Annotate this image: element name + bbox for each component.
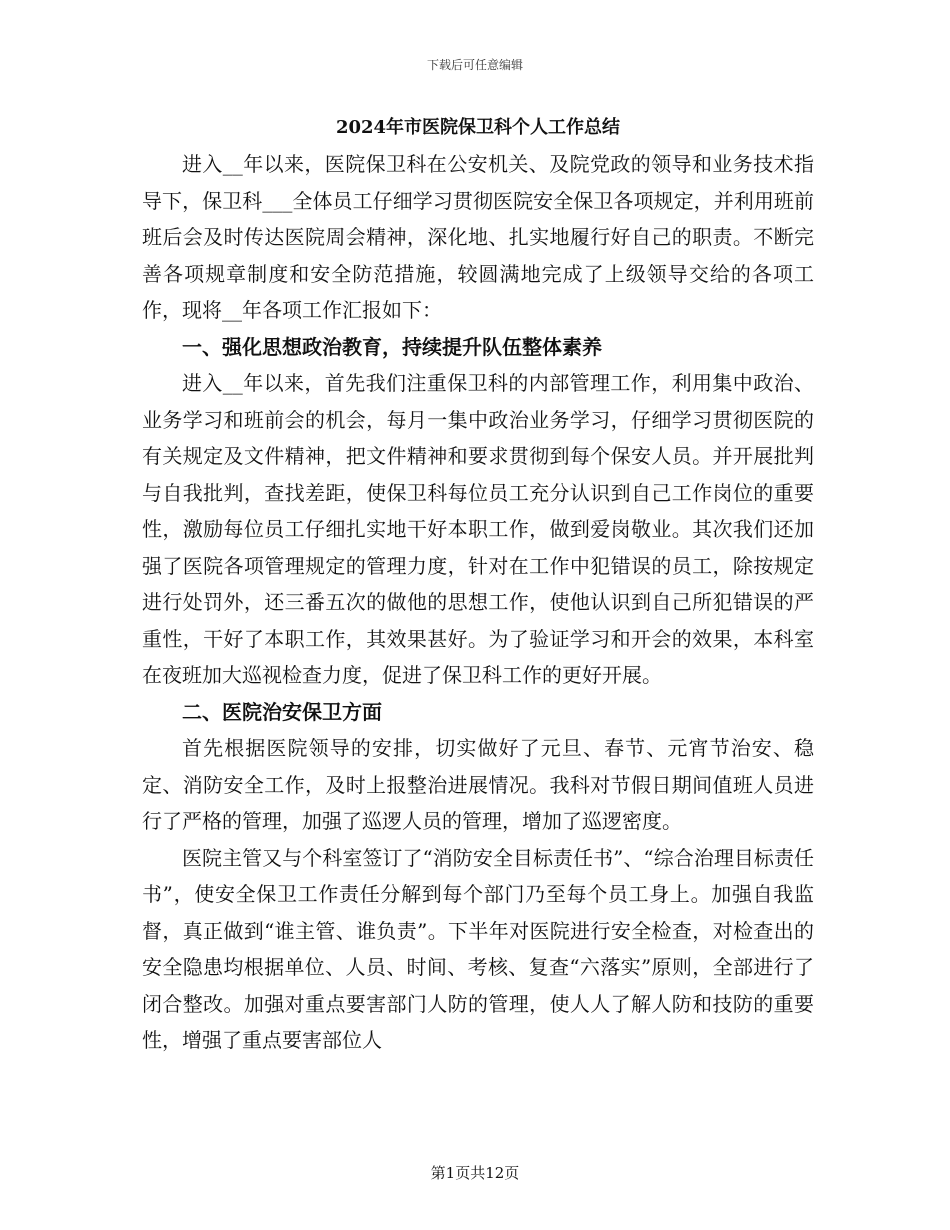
section-2-paragraph-2: 医院主管又与个科室签订了“消防安全目标责任书”、“综合治理目标责任书”，使安全保卫工作责任分解到每个部门乃至每个员工身上。加强自我监督，真正做到“谁主管、谁负责”。下半年对医院进行安全检查，对检查出的安全隐患均根据单位、人员、时间、考核、复查“六落实”原则，全部进行了闭合整改。加强对重点要害部门人防的管理，使人人了解人防和技防的重要性，增强了重点要害部位人 — [142, 845, 814, 1052]
document-title: 2024年市医院保卫科个人工作总结 — [335, 117, 621, 138]
section-1-paragraph: 进入__年以来，首先我们注重保卫科的内部管理工作，利用集中政治、业务学习和班前会的机会，每月一集中政治业务学习，仔细学习贯彻医院的有关规定及文件精神，把文件精神和要求贯彻到每个保安人员。并开展批判与自我批判，查找差距，使保卫科每位员工充分认识到自己工作岗位的重要性，激励每位员工仔细扎实地干好本职工作，做到爱岗敬业。其次我们还加强了医院各项管理规定的管理力度，针对在工作中犯错误的员工，除按规定进行处罚外，还三番五次的做他的思想工作，使他认识到自己所犯错误的严重性，干好了本职工作，其效果甚好。为了验证学习和开会的效果，本科室在夜班加大巡视检查力度，促进了保卫科工作的更好开展。 — [142, 371, 814, 687]
page-header-note: 下载后可任意编辑 — [426, 58, 523, 72]
section-2-paragraph-1: 首先根据医院领导的安排，切实做好了元旦、春节、元宵节治安、稳定、消防安全工作，及时上报整治进展情况。我科对节假日期间值班人员进行了严格的管理，加强了巡逻人员的管理，增加了巡逻密度。 — [142, 736, 814, 833]
page-number: 第1页共12页 — [430, 1164, 520, 1182]
intro-paragraph: 进入__年以来，医院保卫科在公安机关、及院党政的领导和业务技术指导下，保卫科___全体员工仔细学习贯彻医院安全保卫各项规定，并利用班前班后会及时传达医院周会精神，深化地、扎实地履行好自己的职责。不断完善各项规章制度和安全防范措施，较圆满地完成了上级领导交给的各项工作，现将__年各项工作汇报如下： — [142, 152, 814, 322]
document-body — [142, 110, 814, 1059]
section-heading-2: 二、医院治安保卫方面 — [182, 699, 382, 724]
section-heading-1: 一、强化思想政治教育，持续提升队伍整体素养 — [182, 334, 602, 359]
